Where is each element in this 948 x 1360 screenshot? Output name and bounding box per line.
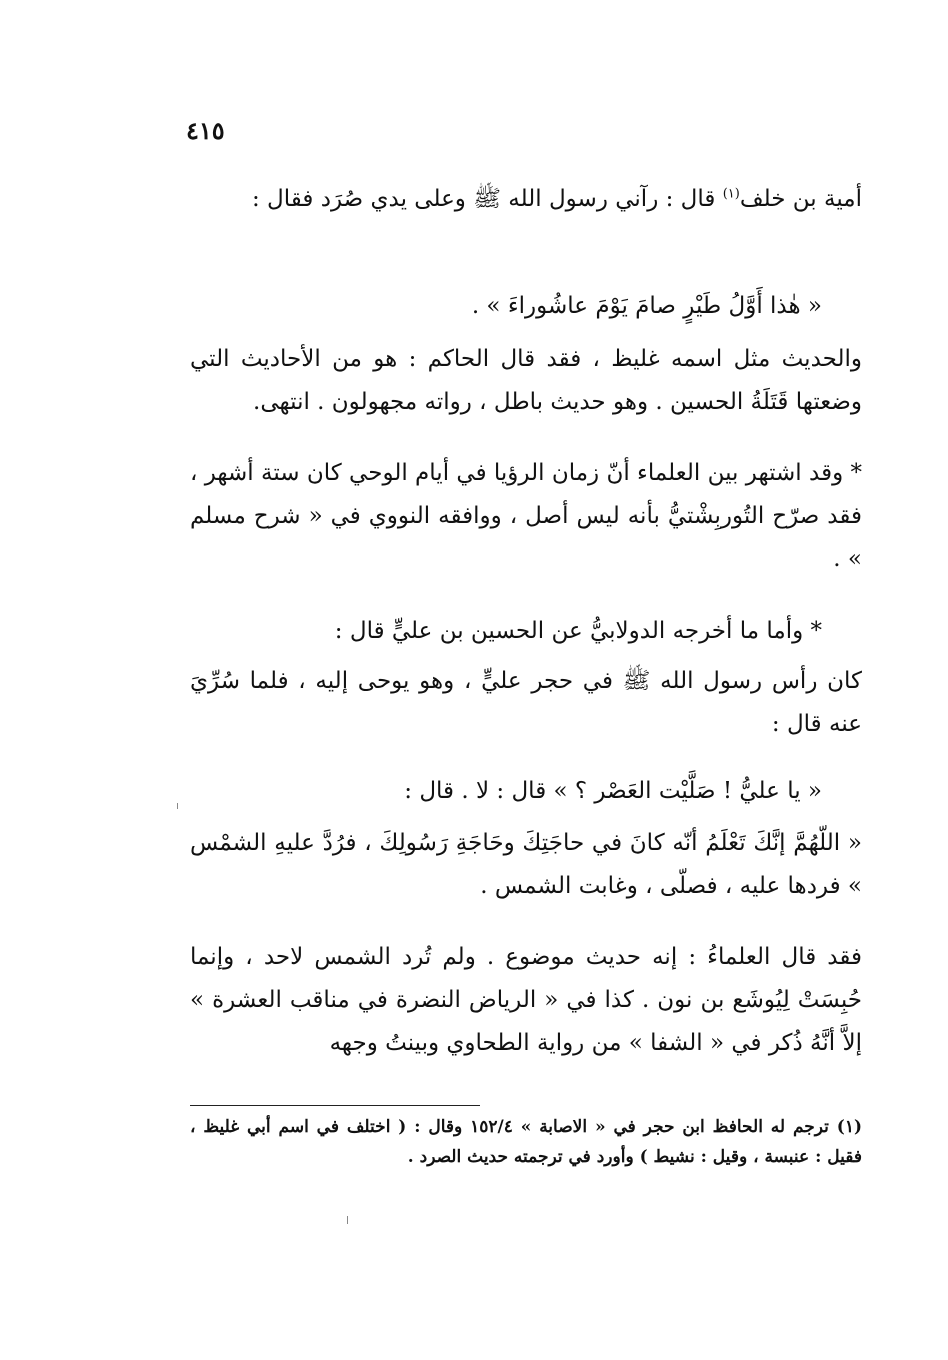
- paragraph-1: [190, 178, 862, 221]
- footnote-1: (١) ترجم له الحافظ ابن حجر في « الاصابة » ١٥٢/٤ وقال : ( اختلف في اسم أبي غليظ ، فقيل : عنبسة ، وقيل : نشيط ) وأورد في ترجمته حديث الصرد .: [190, 1117, 862, 1167]
- page-number: ٤١٥: [186, 116, 225, 145]
- footnote-divider: [190, 1105, 480, 1106]
- paragraph-9: فقد قال العلماءُ : إنه حديث موضوع . ولم تُرد الشمس لاحد ، وإنما حُبِسَتْ لِيُوشَع بن نون . كذا في « الرياض النضرة في مناقب العشرة » إلاَّ أنَّهُ ذُكر في « الشفا » من رواية الطحاوي وبينتُ وجهه: [190, 944, 862, 1056]
- paragraph-8-quote: « اللّهُمَّ إنَّكَ تَعْلَمُ أنّه كانَ في حاجَتِكَ وحَاجَةِ رَسُولِكَ ، فرُدَّ عليهِ الشمْس » فردها عليه ، فصلّى ، وغابت الشمس .: [190, 830, 862, 899]
- footnote-ref-1: (١): [722, 186, 740, 202]
- paragraph-7-quote: « يا عليُّ ! صَلَّيْت العَصْر ؟ » قال : لا . قال :: [404, 778, 822, 804]
- scan-speck: [177, 803, 178, 809]
- paragraph-1-start: أمية بن خلف: [739, 186, 862, 212]
- paragraph-3: والحديث مثل اسمه غليظ ، فقد قال الحاكم : هو من الأحاديث التي وضعتها قَتَلَةُ الحسين . وهو حديث باطل ، رواته مجهولون . انتهى.: [190, 346, 862, 415]
- paragraph-2-quote: « هٰذا أَوَّلُ طَيْرٍ صامَ يَوْمَ عاشُوراءَ » .: [471, 293, 822, 319]
- paragraph-1-rest: قال : رآني رسول الله ﷺ وعلى يدي صُرَد فقال :: [252, 186, 723, 212]
- scan-speck: [347, 1216, 348, 1224]
- paragraph-6: كان رأس رسول الله ﷺ في حجر عليٍّ ، وهو يوحى إليه ، فلما سُرِّيَ عنه قال :: [190, 668, 862, 737]
- paragraph-4: * وقد اشتهر بين العلماء أنّ زمان الرؤيا في أيام الوحي كان ستة أشهر ، فقد صرّح التُوربِشْتيُّ بأنه ليس أصل ، ووافقه النووي في « شرح مسلم » .: [190, 460, 862, 572]
- paragraph-5: * وأما ما أخرجه الدولابيُّ عن الحسين بن عليٍّ قال :: [334, 618, 822, 644]
